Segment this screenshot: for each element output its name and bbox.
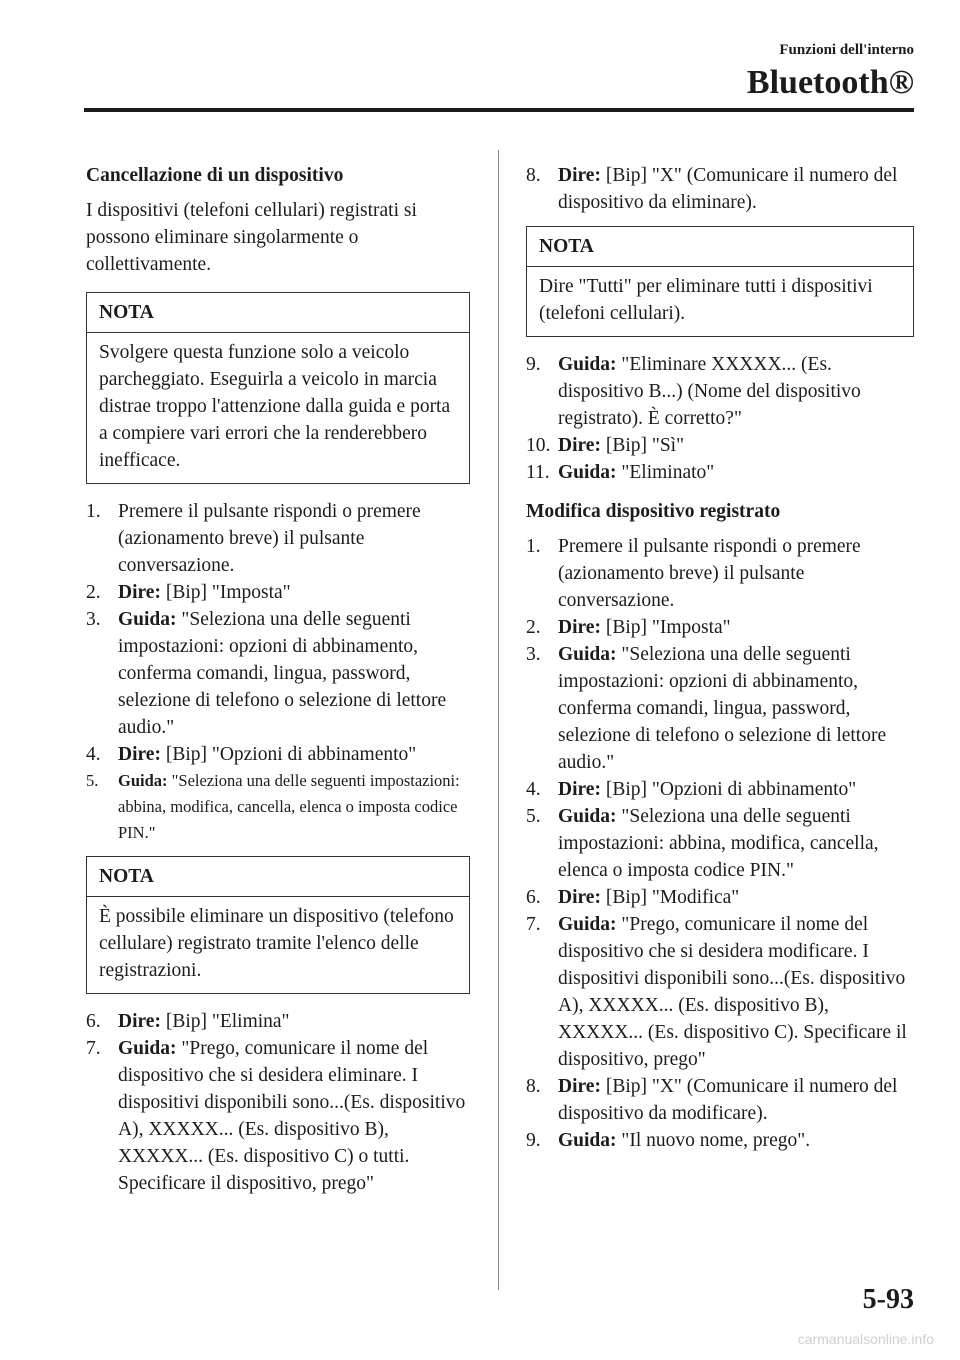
- note-box: [86, 292, 470, 484]
- step-item: [86, 579, 470, 606]
- step-item: [86, 768, 470, 846]
- step-text: "Prego, comunicare il nome del dispositivo che si desidera eliminare. I dispositivi disponibili sono...(Es. dispositivo A), XXXXX... (Es. dispositivo B), XXXXX... (Es. dispositivo C) o tutti. Specificare il dispositivo, prego": [118, 1038, 466, 1194]
- step-number: 7.: [526, 914, 541, 935]
- step-label: Dire:: [558, 779, 601, 800]
- step-number: 9.: [526, 354, 541, 375]
- section-heading-delete: Cancellazione di un dispositivo: [86, 165, 344, 186]
- step-item: [86, 498, 470, 579]
- header-divider: [84, 108, 914, 112]
- step-number: 6.: [526, 887, 541, 908]
- step-label: Guida:: [558, 1130, 617, 1151]
- note-text: È possibile eliminare un dispositivo (telefono cellulare) registrato tramite l'elenco delle registrazioni.: [99, 906, 454, 981]
- steps-list: [526, 351, 914, 486]
- step-number: 9.: [526, 1130, 541, 1151]
- step-label: Dire:: [118, 1011, 161, 1032]
- note-text: Dire "Tutti" per eliminare tutti i dispositivi (telefoni cellulari).: [539, 276, 873, 324]
- step-number: 3.: [86, 609, 101, 630]
- step-item: [526, 614, 914, 641]
- step-text: "Seleziona una delle seguenti impostazioni: abbina, modifica, cancella, elenca o imposta codice PIN.": [118, 771, 460, 842]
- step-text: [Bip] "X" (Comunicare il numero del dispositivo da eliminare).: [558, 165, 898, 213]
- step-label: Dire:: [558, 617, 601, 638]
- step-text: [Bip] "Imposta": [605, 617, 731, 638]
- step-item: [526, 776, 914, 803]
- step-text: [Bip] "Opzioni di abbinamento": [605, 779, 857, 800]
- step-label: Dire:: [558, 435, 601, 456]
- step-item: [526, 641, 914, 776]
- step-number: 7.: [86, 1038, 101, 1059]
- step-label: Guida:: [118, 1038, 177, 1059]
- step-text: [Bip] "Imposta": [165, 582, 291, 603]
- step-text: Premere il pulsante rispondi o premere (azionamento breve) il pulsante conversazione.: [558, 536, 861, 611]
- note-heading: NOTA: [527, 227, 913, 267]
- step-number: 10.: [526, 435, 551, 456]
- step-number: 1.: [526, 536, 541, 557]
- header-section-label: Funzioni dell'interno: [779, 42, 914, 58]
- step-number: 6.: [86, 1011, 101, 1032]
- step-item: [86, 1035, 470, 1197]
- step-text: [Bip] "Sì": [605, 435, 685, 456]
- step-item: [526, 351, 914, 432]
- step-label: Guida:: [118, 771, 168, 790]
- steps-list: [86, 498, 470, 846]
- step-text: [Bip] "X" (Comunicare il numero del dispositivo da modificare).: [558, 1076, 898, 1124]
- step-item: [526, 911, 914, 1073]
- step-number: 5.: [526, 806, 541, 827]
- note-heading: NOTA: [87, 293, 469, 333]
- step-text: [Bip] "Elimina": [165, 1011, 290, 1032]
- step-label: Dire:: [558, 1076, 601, 1097]
- intro-paragraph: I dispositivi (telefoni cellulari) registrati si possono eliminare singolarmente o collettivamente.: [86, 200, 417, 275]
- step-text: "Eliminare XXXXX... (Es. dispositivo B...) (Nome del dispositivo registrato). È corretto?": [558, 354, 861, 429]
- step-text: "Seleziona una delle seguenti impostazioni: abbina, modifica, cancella, elenca o imposta codice PIN.": [558, 806, 879, 881]
- right-column: [526, 162, 914, 1160]
- step-number: 5.: [86, 771, 99, 790]
- column-divider: [498, 150, 499, 1290]
- step-item: [86, 606, 470, 741]
- step-text: Premere il pulsante rispondi o premere (azionamento breve) il pulsante conversazione.: [118, 501, 421, 576]
- step-item: [526, 533, 914, 614]
- step-text: "Eliminato": [621, 462, 715, 483]
- step-label: Guida:: [558, 462, 617, 483]
- step-item: [526, 459, 914, 486]
- watermark: carmanualsonline.info: [797, 1331, 934, 1347]
- step-number: 3.: [526, 644, 541, 665]
- left-column: [86, 162, 470, 1203]
- step-text: "Il nuovo nome, prego".: [621, 1130, 811, 1151]
- step-number: 2.: [86, 582, 101, 603]
- step-number: 2.: [526, 617, 541, 638]
- step-label: Guida:: [558, 354, 617, 375]
- note-text: Svolgere questa funzione solo a veicolo parcheggiato. Eseguirla a veicolo in marcia distrae troppo l'attenzione dalla guida e porta a compiere vari errori che la renderebbero inefficace.: [99, 342, 451, 471]
- step-label: Guida:: [558, 914, 617, 935]
- step-number: 11.: [526, 462, 550, 483]
- step-text: "Prego, comunicare il nome del dispositivo che si desidera modificare. I dispositivi disponibili sono...(Es. dispositivo A), XXXXX... (Es. dispositivo B), XXXXX... (Es. dispositivo C). Specificare il dispositivo, prego": [558, 914, 907, 1070]
- step-item: [526, 162, 914, 216]
- step-label: Guida:: [558, 806, 617, 827]
- steps-list: [86, 1008, 470, 1197]
- step-item: [526, 803, 914, 884]
- step-label: Dire:: [118, 744, 161, 765]
- step-number: 8.: [526, 1076, 541, 1097]
- step-label: Guida:: [118, 609, 177, 630]
- step-text: "Seleziona una delle seguenti impostazioni: opzioni di abbinamento, conferma comandi, lingua, password, selezione di telefono o selezione di lettore audio.": [118, 609, 447, 738]
- step-number: 4.: [86, 744, 101, 765]
- step-item: [526, 432, 914, 459]
- step-label: Dire:: [558, 887, 601, 908]
- note-heading: NOTA: [87, 857, 469, 897]
- step-label: Dire:: [118, 582, 161, 603]
- step-number: 8.: [526, 165, 541, 186]
- note-box: [526, 226, 914, 337]
- page-number: 5-93: [862, 1284, 914, 1315]
- steps-list: [526, 162, 914, 216]
- step-number: 4.: [526, 779, 541, 800]
- step-label: Dire:: [558, 165, 601, 186]
- step-label: Guida:: [558, 644, 617, 665]
- step-item: [526, 884, 914, 911]
- step-item: [526, 1073, 914, 1127]
- note-box: [86, 856, 470, 994]
- steps-list: [526, 533, 914, 1154]
- step-item: [526, 1127, 914, 1154]
- step-text: "Seleziona una delle seguenti impostazioni: opzioni di abbinamento, conferma comandi, lingua, password, selezione di telefono o selezione di lettore audio.": [558, 644, 887, 773]
- step-number: 1.: [86, 501, 101, 522]
- section-heading-modify: Modifica dispositivo registrato: [526, 501, 781, 522]
- page-title: Bluetooth®: [746, 64, 914, 101]
- step-text: [Bip] "Opzioni di abbinamento": [165, 744, 417, 765]
- step-item: [86, 1008, 470, 1035]
- step-item: [86, 741, 470, 768]
- step-text: [Bip] "Modifica": [605, 887, 740, 908]
